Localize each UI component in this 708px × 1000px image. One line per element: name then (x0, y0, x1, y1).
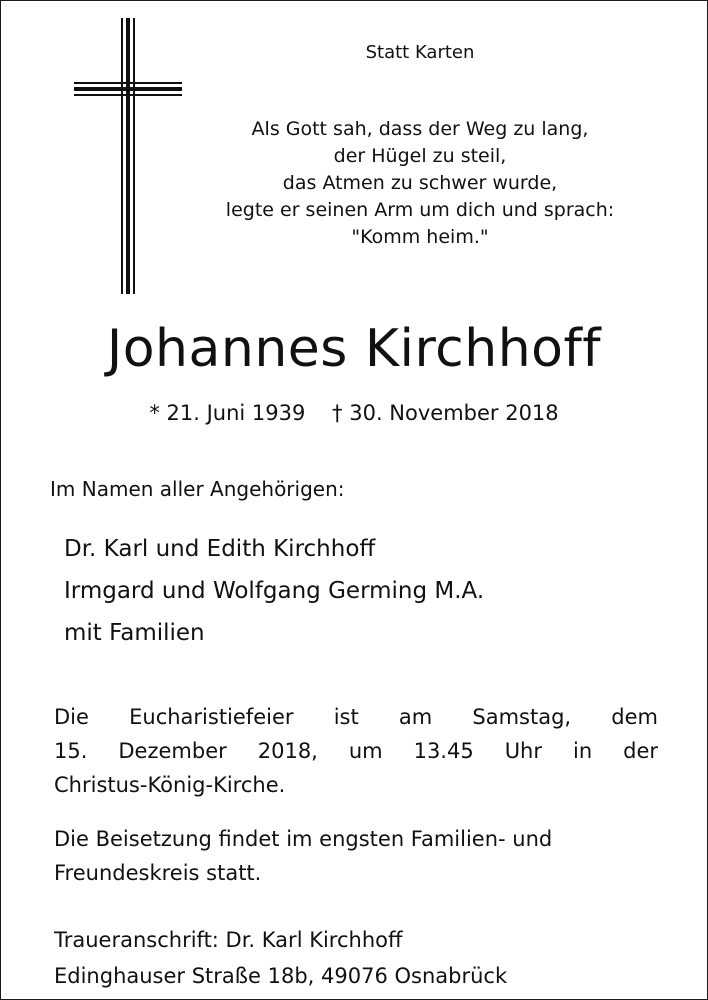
service-line: 15. Dezember 2018, um 13.45 Uhr in der (54, 739, 658, 763)
mourner-name: Dr. Karl und Edith Kirchhoff (64, 536, 376, 562)
service-info (54, 700, 658, 802)
mourner-name: Irmgard und Wolfgang Germing M.A. (64, 578, 485, 604)
service-line: Christus-König-Kirche. (54, 773, 286, 797)
mourners-intro: Im Namen aller Angehörigen: (50, 477, 345, 501)
address-line: Edinghauser Straße 18b, 49076 Osnabrück (54, 964, 508, 988)
burial-line: Freundeskreis statt. (54, 861, 262, 885)
burial-info (54, 822, 658, 890)
poem (160, 116, 680, 251)
mourner-name: mit Familien (64, 620, 205, 646)
mourners-list (64, 528, 484, 654)
address-line: Traueranschrift: Dr. Karl Kirchhoff (54, 928, 403, 952)
poem-line: Als Gott sah, dass der Weg zu lang, (251, 118, 589, 140)
life-dates: * 21. Juni 1939 † 30. November 2018 (149, 401, 559, 425)
service-line: Die Eucharistiefeier ist am Samstag, dem (54, 705, 658, 729)
poem-line: "Komm heim." (351, 226, 489, 248)
deceased-name: Johannes Kirchhoff (106, 319, 602, 379)
statt-karten-note: Statt Karten (365, 42, 475, 63)
burial-line: Die Beisetzung findet im engsten Familien- und (54, 827, 553, 851)
poem-line: legte er seinen Arm um dich und sprach: (225, 199, 615, 221)
mourning-address (54, 922, 658, 994)
poem-line: das Atmen zu schwer wurde, (282, 172, 558, 194)
poem-line: der Hügel zu steil, (333, 145, 507, 167)
